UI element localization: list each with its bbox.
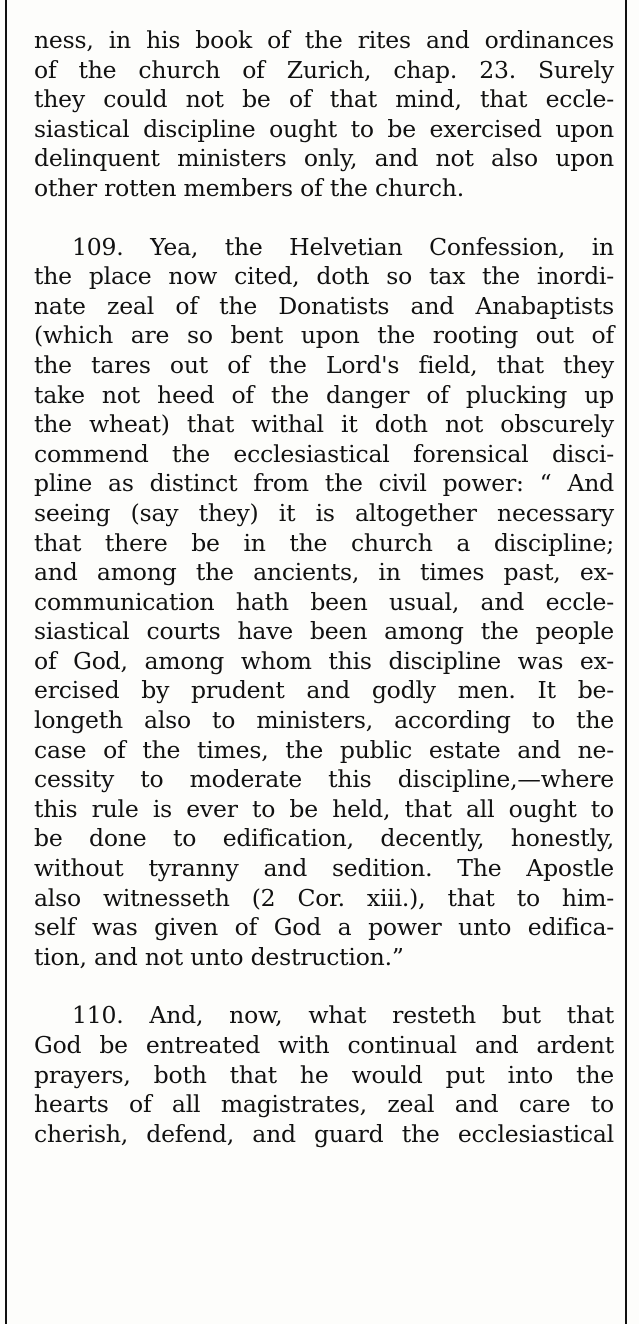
text-line: (which are so bent upon the rooting out of bbox=[34, 321, 614, 350]
text-line: the place now cited, doth so tax the inordi- bbox=[34, 262, 614, 291]
left-column-rule bbox=[5, 0, 7, 1324]
text-line: ness, in his book of the rites and ordinances bbox=[34, 26, 614, 54]
text-line: self was given of God a power unto edifica- bbox=[34, 913, 614, 942]
text-line: and among the ancients, in times past, ex- bbox=[34, 558, 614, 587]
paragraph-continuation bbox=[34, 26, 614, 204]
text-line: that there be in the church a discipline; bbox=[34, 528, 614, 557]
text-line: communication hath been usual, and eccle- bbox=[34, 587, 614, 616]
text-line: also witnesseth (2 Cor. xiii.), that to him- bbox=[34, 883, 614, 912]
text-line: delinquent ministers only, and not also upon bbox=[34, 144, 614, 173]
text-line: of God, among whom this discipline was ex- bbox=[34, 646, 614, 675]
text-line: 109. Yea, the Helvetian Confession, in bbox=[72, 232, 614, 261]
text-line: ercised by prudent and godly men. It be- bbox=[34, 676, 614, 705]
text-line: other rotten members of the church. bbox=[34, 173, 465, 202]
text-line: 110. And, now, what resteth but that bbox=[72, 1001, 614, 1030]
text-line: take not heed of the danger of plucking up bbox=[34, 380, 614, 409]
text-line: be done to edification, decently, honestly, bbox=[34, 824, 614, 853]
text-line: they could not be of that mind, that eccle- bbox=[34, 85, 614, 114]
right-column-rule bbox=[625, 0, 627, 1324]
text-line: pline as distinct from the civil power: “ And bbox=[34, 469, 614, 498]
text-column bbox=[34, 26, 614, 1149]
text-line: of the church of Zurich, chap. 23. Surely bbox=[34, 55, 614, 84]
text-line: cherish, defend, and guard the ecclesiastical bbox=[34, 1119, 614, 1148]
text-line: prayers, both that he would put into the bbox=[34, 1060, 614, 1089]
text-line: longeth also to ministers, according to the bbox=[34, 706, 614, 735]
text-line: siastical courts have been among the people bbox=[34, 617, 614, 646]
text-line: God be entreated with continual and ardent bbox=[34, 1031, 614, 1059]
paragraph-109 bbox=[34, 233, 614, 973]
text-line: without tyranny and sedition. The Apostle bbox=[34, 854, 614, 883]
text-line: this rule is ever to be held, that all ought to bbox=[34, 794, 614, 823]
text-line: case of the times, the public estate and ne- bbox=[34, 735, 614, 764]
text-line: cessity to moderate this discipline,—where bbox=[34, 765, 614, 794]
text-line: commend the ecclesiastical forensical disci- bbox=[34, 439, 614, 468]
text-line: tion, and not unto destruction.” bbox=[34, 942, 404, 971]
text-line: seeing (say they) it is altogether necessary bbox=[34, 498, 614, 527]
text-line: siastical discipline ought to be exercised upon bbox=[34, 114, 614, 143]
text-line: the tares out of the Lord's field, that they bbox=[34, 350, 614, 379]
text-line: nate zeal of the Donatists and Anabaptists bbox=[34, 291, 614, 320]
text-line: hearts of all magistrates, zeal and care to bbox=[34, 1090, 614, 1119]
paragraph-110 bbox=[34, 1001, 614, 1149]
text-line: the wheat) that withal it doth not obscurely bbox=[34, 410, 614, 439]
